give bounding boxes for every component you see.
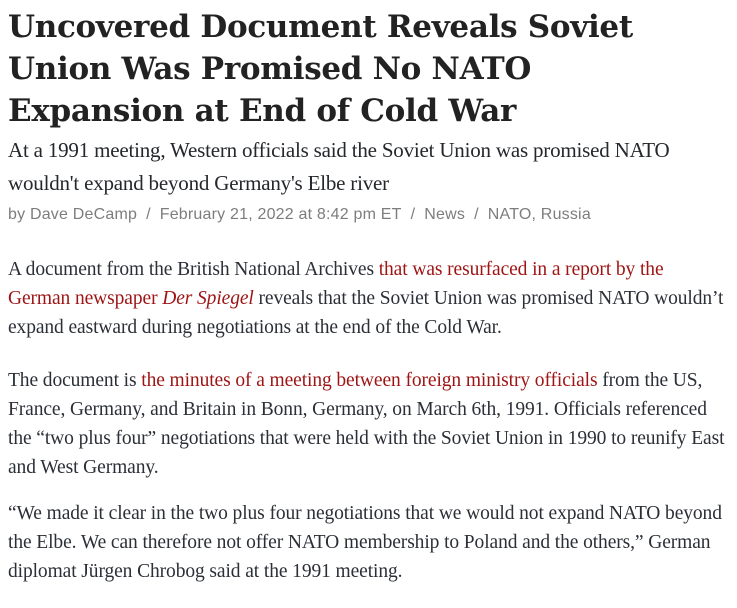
article-inline-link[interactable]: that was resurfaced in a report by the German newspaper <box>8 259 664 309</box>
article-paragraph <box>8 255 730 342</box>
article-paragraph <box>8 366 730 482</box>
article-inline-link[interactable]: Der Spiegel <box>162 288 254 309</box>
byline-author-link[interactable]: by Dave DeCamp <box>8 206 138 223</box>
byline-date: February 21, 2022 at 8:42 pm ET <box>159 206 402 223</box>
article-byline <box>8 205 730 225</box>
article-headline: Uncovered Document Reveals Soviet Union Was Promised No NATO Expansion at End of Cold War <box>8 9 633 129</box>
article-body <box>8 255 730 586</box>
article-paragraph <box>8 499 730 586</box>
byline-tags-link[interactable]: NATO, Russia <box>487 206 591 223</box>
article-subtitle: At a 1991 meeting, Western officials said the Soviet Union was promised NATO wouldn't expand beyond Germany's Elbe river <box>8 138 670 195</box>
article-inline-link[interactable]: the minutes of a meeting between foreign ministry officials <box>141 370 598 391</box>
paragraph-text: from the US, France, Germany, and Britain in Bonn, Germany, on March 6th, 1991. Officials referenced the “two plus four” negotiations that were held with the Soviet Union in 1990 to reunify East and West Germany. <box>8 370 725 478</box>
paragraph-text: reveals that the Soviet Union was promised NATO wouldn’t expand eastward during negotiations at the end of the Cold War. <box>8 288 724 338</box>
paragraph-text: A document from the British National Archives <box>8 259 379 280</box>
byline-separator: / <box>146 206 151 223</box>
byline-separator: / <box>410 206 416 223</box>
byline-separator: / <box>474 206 479 223</box>
paragraph-text: The document is <box>8 370 142 391</box>
paragraph-text: “We made it clear in the two plus four negotiations that we would not expand NATO beyond the Elbe. We can therefore not offer NATO membership to Poland and the others,” German diplomat Jürgen Chrobog said at the 1991 meeting. <box>8 503 722 582</box>
byline-section-link[interactable]: News <box>424 206 466 223</box>
